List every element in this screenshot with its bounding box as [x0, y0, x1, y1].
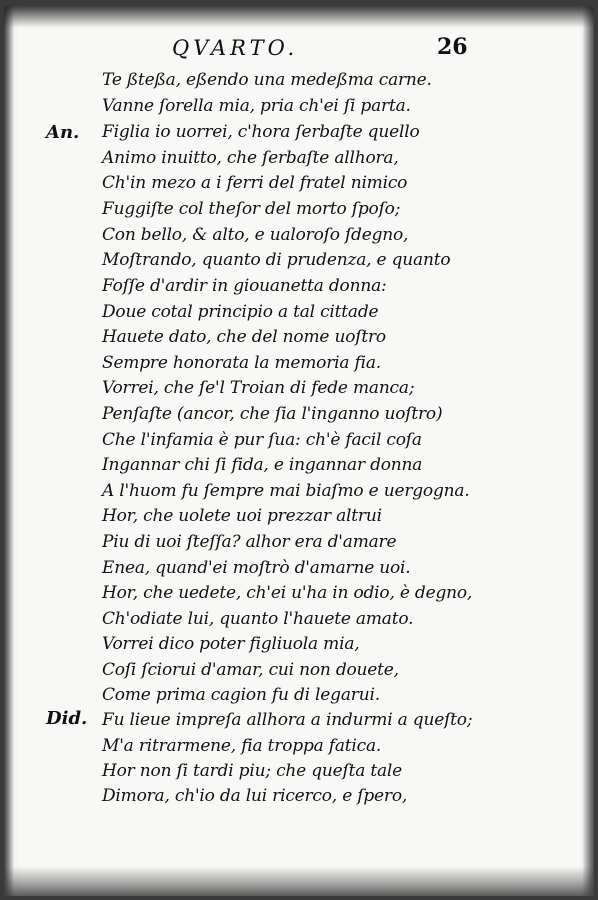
- verse-line: Te ßteßa, eßendo una medeßma carne.: [102, 70, 432, 90]
- verse-line: Fuggiſte col theſor del morto ſpoſo;: [102, 199, 401, 219]
- verse-line: Ingannar chi ſi fida, e ingannar donna: [102, 455, 423, 475]
- verse-line: Hauete dato, che del nome uoſtro: [102, 327, 386, 347]
- page-left-shadow: [4, 6, 14, 896]
- page-right-shadow: [582, 6, 594, 896]
- verse-line: Sempre honorata la memoria fia.: [102, 353, 381, 373]
- verse-line: Figlia io uorrei, c'hora ſerbaſte quello: [102, 122, 420, 142]
- verse-line: Vorrei, che ſe'l Troian di fede manca;: [102, 378, 415, 398]
- verse-line: Coſi ſciorui d'amar, cui non douete,: [102, 660, 399, 680]
- page-bottom-shadow: [4, 866, 594, 896]
- verse-line: Come prima cagion fu di legarui.: [102, 685, 380, 705]
- verse-line: Dimora, ch'io da lui ricerco, e ſpero,: [102, 786, 408, 806]
- verse-line: Vorrei dico poter figliuola mia,: [102, 634, 360, 654]
- verse-line: Doue cotal principio a tal cittade: [102, 302, 379, 322]
- book-page: [4, 6, 594, 896]
- running-head: QVARTO.: [172, 36, 299, 60]
- verse-line: Hor, che uedete, ch'ei u'ha in odio, è degno,: [102, 583, 473, 603]
- verse-line: Vanne ſorella mia, pria ch'ei ſi parta.: [102, 96, 411, 116]
- verse-line: Hor non ſi tardi piu; che queſta tale: [102, 761, 403, 781]
- verse-line: Fu lieue impreſa allhora a indurmi a queſto;: [102, 710, 473, 730]
- verse-line: A l'huom fu ſempre mai biaſmo e uergogna.: [102, 481, 470, 501]
- verse-line: Che l'infamia è pur ſua: ch'è facil coſa: [102, 430, 422, 450]
- speaker-label-did: Did.: [46, 708, 88, 729]
- verse-line: Hor, che uolete uoi prezzar altrui: [102, 506, 382, 526]
- verse-line: M'a ritrarmene, fia troppa fatica.: [102, 736, 382, 756]
- speaker-label-an: An.: [46, 122, 80, 143]
- verse-line: Penſaſte (ancor, che ſia l'inganno uoſtro): [102, 404, 443, 424]
- verse-line: Piu di uoi ſteſſa? alhor era d'amare: [102, 532, 397, 552]
- page-top-shadow: [4, 6, 594, 28]
- verse-line: Enea, quand'ei moſtrò d'amarne uoi.: [102, 558, 411, 578]
- verse-line: Animo inuitto, che ſerbaſte allhora,: [102, 148, 399, 168]
- verse-line: Con bello, & alto, e ualoroſo ſdegno,: [102, 225, 409, 245]
- page-number: 26: [437, 34, 468, 60]
- verse-line: Ch'in mezo a i ferri del fratel nimico: [102, 173, 408, 193]
- verse-line: Moſtrando, quanto di prudenza, e quanto: [102, 250, 451, 270]
- verse-line: Ch'odiate lui, quanto l'hauete amato.: [102, 609, 414, 629]
- verse-line: Foſſe d'ardir in giouanetta donna:: [102, 276, 387, 296]
